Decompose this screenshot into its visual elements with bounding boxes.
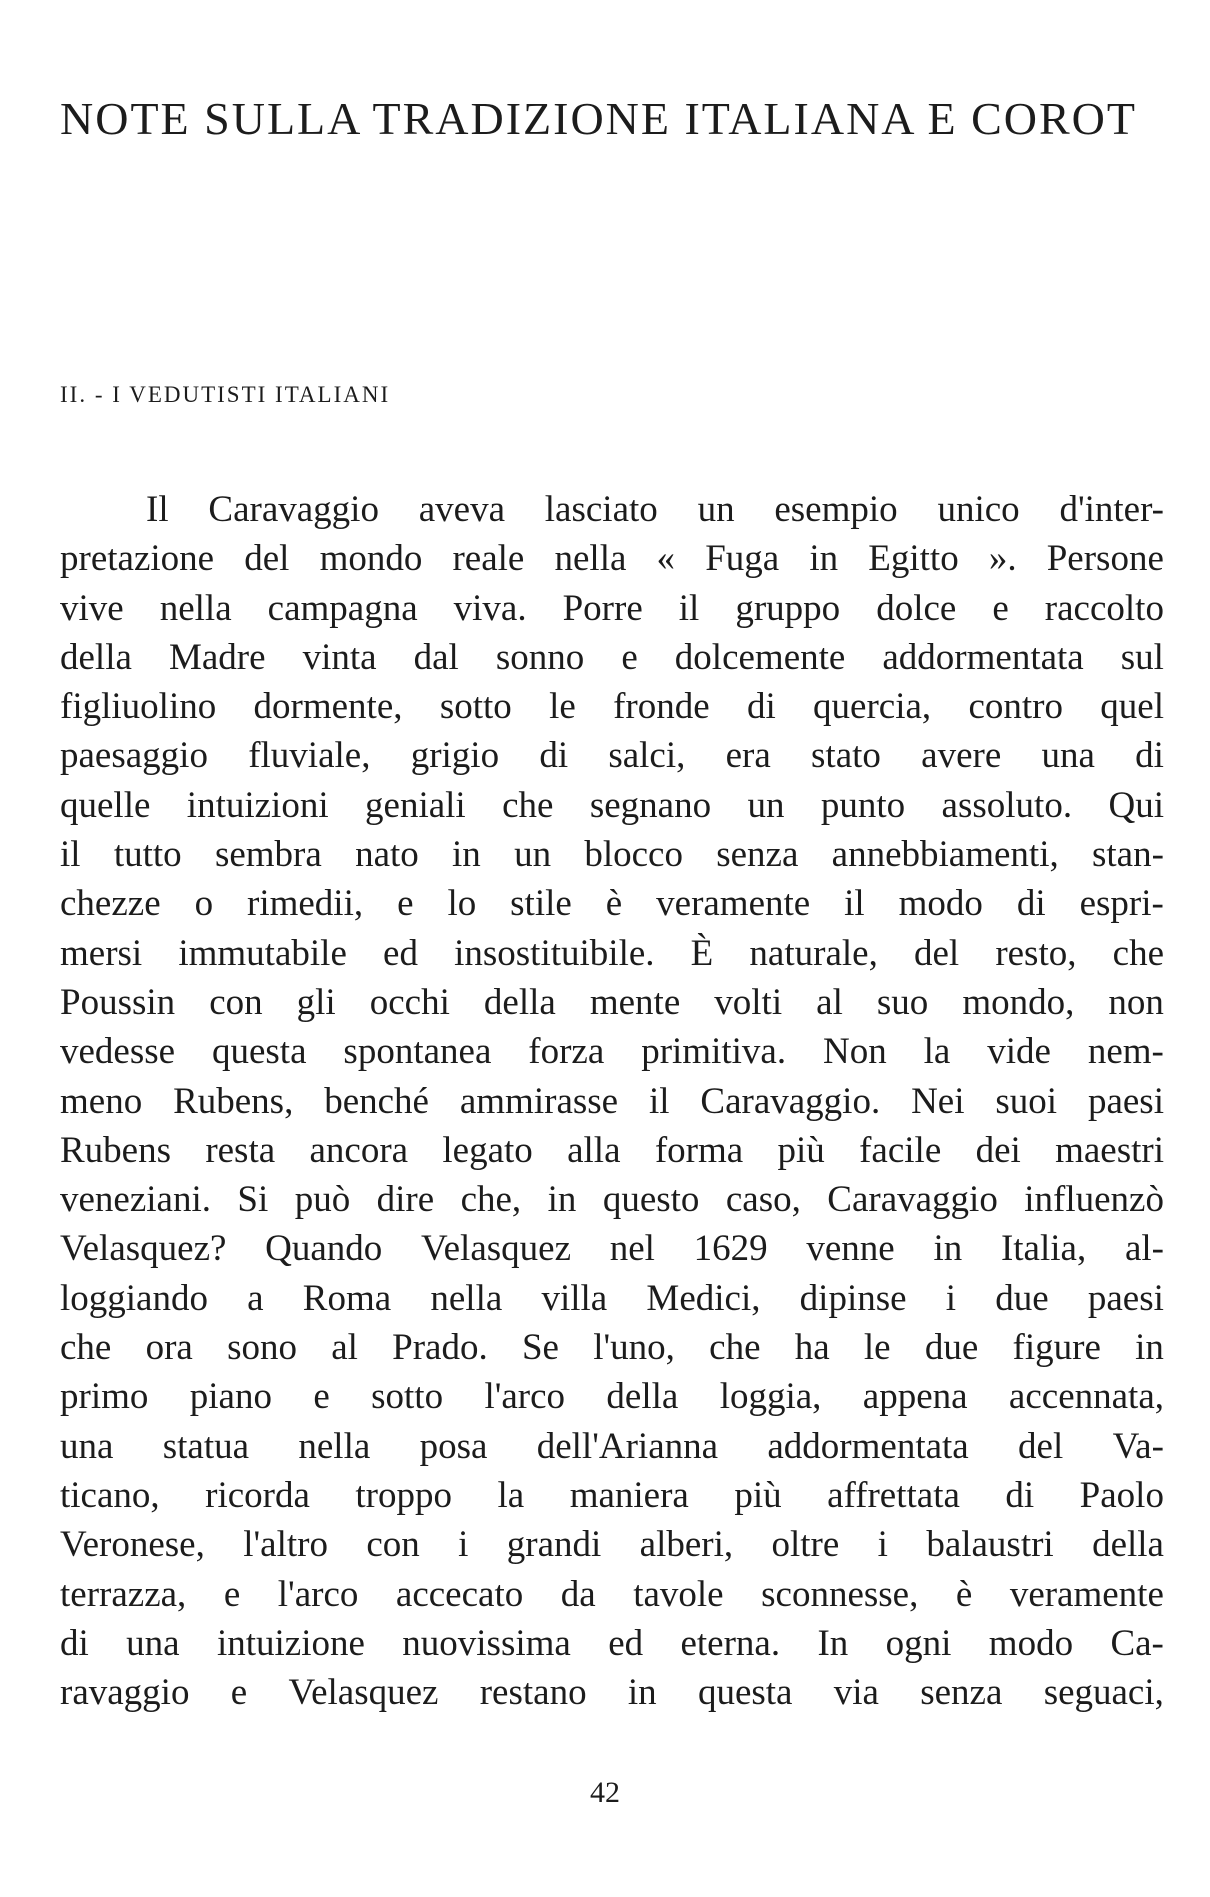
text-line: vedesse questa spontanea forza primitiva. Non la vide nem- — [60, 1031, 1164, 1073]
text-line: della Madre vinta dal sonno e dolcemente addormentata sul — [60, 636, 1164, 678]
text-line: pretazione del mondo reale nella « Fuga in Egitto ». Persone — [60, 538, 1164, 580]
running-head: NOTE SULLA TRADIZIONE ITALIANA E COROT — [60, 93, 1137, 144]
text-line: ticano, ricorda troppo la maniera più affrettata di Paolo — [60, 1474, 1164, 1516]
text-line: di una intuizione nuovissima ed eterna. In ogni modo Ca- — [60, 1622, 1164, 1664]
text-line: quelle intuizioni geniali che segnano un punto assoluto. Qui — [60, 784, 1164, 826]
text-line: Rubens resta ancora legato alla forma più facile dei maestri — [60, 1129, 1164, 1171]
text-line: Velasquez? Quando Velasquez nel 1629 venne in Italia, al- — [60, 1228, 1164, 1270]
text-line: Veronese, l'altro con i grandi alberi, oltre i balaustri della — [60, 1524, 1164, 1566]
text-line: Il Caravaggio aveva lasciato un esempio unico d'inter- — [146, 489, 1164, 530]
page-number: 42 — [590, 1776, 620, 1809]
text-line: loggiando a Roma nella villa Medici, dipinse i due paesi — [60, 1277, 1164, 1319]
text-line: il tutto sembra nato in un blocco senza annebbiamenti, stan- — [60, 834, 1164, 876]
text-line: paesaggio fluviale, grigio di salci, era stato avere una di — [60, 735, 1164, 777]
text-line: ravaggio e Velasquez restano in questa via senza seguaci, — [60, 1672, 1164, 1714]
section-heading: II. - I VEDUTISTI ITALIANI — [60, 382, 391, 407]
body-paragraph — [60, 485, 1164, 1717]
text-line: vive nella campagna viva. Porre il gruppo dolce e raccolto — [60, 587, 1164, 629]
text-line: mersi immutabile ed insostituibile. È naturale, del resto, che — [60, 932, 1164, 974]
text-line: primo piano e sotto l'arco della loggia, appena accennata, — [60, 1376, 1164, 1418]
text-line: terrazza, e l'arco accecato da tavole sconnesse, è veramente — [60, 1573, 1164, 1615]
text-line: meno Rubens, benché ammirasse il Caravaggio. Nei suoi paesi — [60, 1080, 1164, 1122]
text-line: chezze o rimedii, e lo stile è veramente il modo di espri- — [60, 883, 1164, 925]
text-line: figliuolino dormente, sotto le fronde di quercia, contro quel — [60, 686, 1164, 728]
text-line: che ora sono al Prado. Se l'uno, che ha le due figure in — [60, 1327, 1164, 1369]
text-line: veneziani. Si può dire che, in questo caso, Caravaggio influenzò — [60, 1179, 1164, 1221]
text-line: Poussin con gli occhi della mente volti al suo mondo, non — [60, 981, 1164, 1023]
text-line: una statua nella posa dell'Arianna addormentata del Va- — [60, 1425, 1164, 1467]
